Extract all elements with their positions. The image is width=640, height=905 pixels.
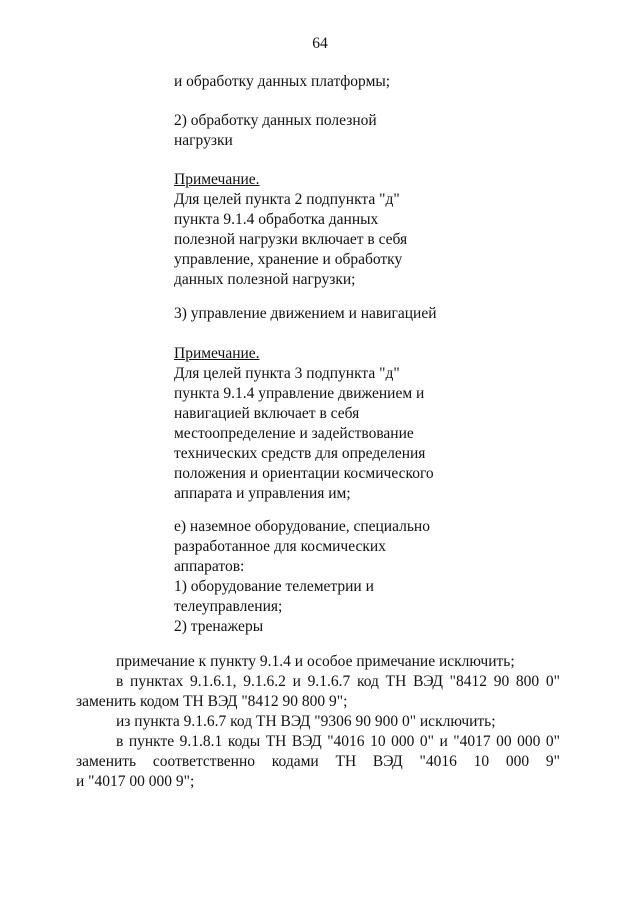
text-line: нагрузки — [174, 132, 233, 149]
text-line: 1) оборудование телеметрии и — [174, 578, 374, 595]
text-block-platform — [174, 72, 494, 92]
text-line: управление, хранение и обработку — [174, 251, 403, 268]
text-line: пункта 9.1.4 обработка данных — [174, 211, 379, 228]
text-line: и обработку данных платформы; — [174, 73, 391, 90]
amendment-paragraph: примечание к пункту 9.1.4 и особое примечание исключить; — [116, 653, 515, 670]
text-line: телеуправления; — [174, 598, 283, 615]
text-line: аппарата и управления им; — [174, 485, 351, 502]
text-line: полезной нагрузки включает в себя — [174, 231, 408, 248]
text-line: аппаратов: — [174, 558, 245, 575]
text-block-payload — [174, 111, 494, 151]
text-line: 3) управление движением и навигацией — [174, 305, 437, 322]
text-line: е) наземное оборудование, специально — [174, 518, 430, 535]
text-line: Для целей пункта 2 подпункта "д" — [174, 191, 400, 208]
text-line: разработанное для космических — [174, 538, 386, 555]
text-line: пункта 9.1.4 управление движением и — [174, 385, 425, 402]
text-line: местоопределение и задействование — [174, 425, 414, 442]
amendment-paragraph-cont: заменить соответственно кодами ТН ВЭД "4016 10 000 9" — [76, 753, 560, 770]
text-block-ground-equipment — [174, 517, 494, 637]
text-line: 2) обработку данных полезной — [174, 112, 377, 129]
note-heading: Примечание. — [174, 171, 260, 188]
text-line: Для целей пункта 3 подпункта "д" — [174, 365, 400, 382]
text-line: навигацией включает в себя — [174, 405, 360, 422]
note-block-navigation — [174, 344, 494, 504]
text-block-navigation — [174, 304, 494, 324]
amendment-paragraph-cont: и "4017 00 000 9"; — [76, 773, 195, 790]
note-block-payload — [174, 170, 494, 290]
text-line: 2) тренажеры — [174, 618, 264, 635]
page-number: 64 — [312, 35, 328, 52]
note-heading: Примечание. — [174, 345, 260, 362]
text-line: положения и ориентации космического — [174, 465, 434, 482]
amendment-paragraph: в пунктах 9.1.6.1, 9.1.6.2 и 9.1.6.7 код ТН ВЭД "8412 90 800 0" — [116, 673, 560, 690]
amendment-paragraph-cont: заменить кодом ТН ВЭД "8412 90 800 9"; — [76, 693, 348, 710]
amendments-section — [76, 652, 560, 792]
text-line: данных полезной нагрузки; — [174, 271, 356, 288]
amendment-paragraph: из пункта 9.1.6.7 код ТН ВЭД "9306 90 900 0" исключить; — [116, 713, 496, 730]
amendment-paragraph: в пункте 9.1.8.1 коды ТН ВЭД "4016 10 000 0" и "4017 00 000 0" — [116, 733, 560, 750]
text-line: технических средств для определения — [174, 445, 426, 462]
